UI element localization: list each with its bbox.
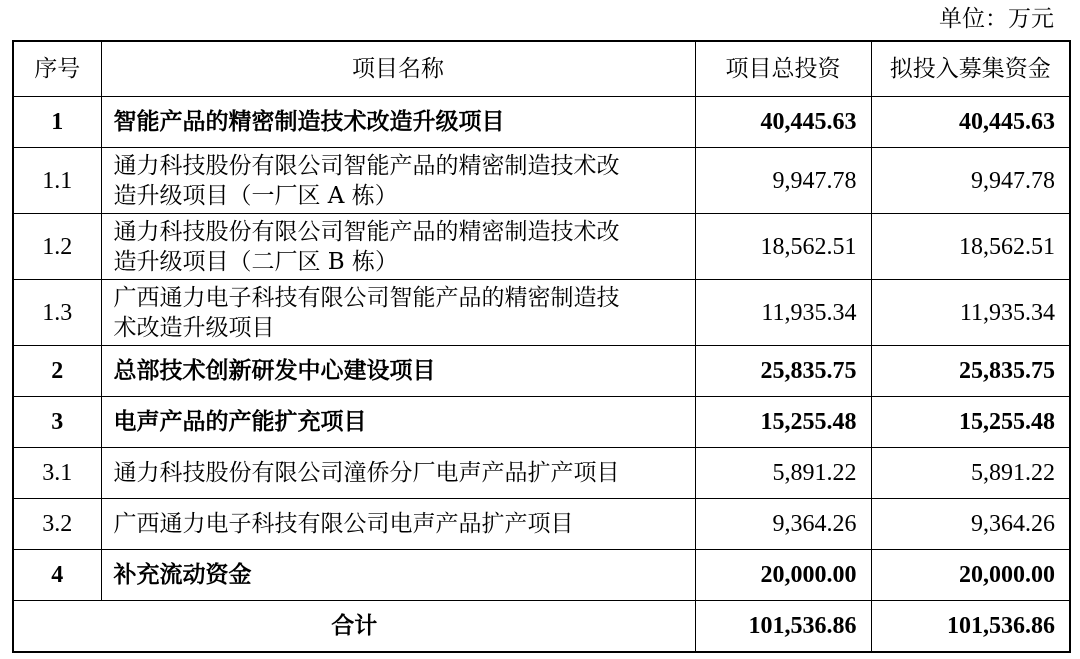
total-investment: 11,935.34 <box>695 280 871 346</box>
project-name-line: 广西通力电子科技有限公司智能产品的精密制造技 <box>113 284 620 311</box>
table-row <box>13 499 1070 550</box>
raised-funds: 5,891.22 <box>871 448 1070 499</box>
project-name <box>101 550 695 601</box>
total-investment: 18,562.51 <box>695 214 871 280</box>
project-name <box>101 346 695 397</box>
project-name <box>101 97 695 148</box>
header-total-investment: 项目总投资 <box>695 41 871 97</box>
row-number: 3 <box>13 397 101 448</box>
total-investment: 15,255.48 <box>695 397 871 448</box>
row-number: 1.3 <box>13 280 101 346</box>
project-name <box>101 148 695 214</box>
header-name: 项目名称 <box>101 41 695 97</box>
project-name-line: 造升级项目（一厂区 A 栋） <box>113 182 398 209</box>
row-number: 4 <box>13 550 101 601</box>
table-header-row <box>13 41 1070 97</box>
row-number: 3.1 <box>13 448 101 499</box>
row-number: 1.2 <box>13 214 101 280</box>
project-name-line: 造升级项目（二厂区 B 栋） <box>113 248 399 275</box>
header-raised-funds: 拟投入募集资金 <box>871 41 1070 97</box>
project-name-line: 通力科技股份有限公司潼侨分厂电声产品扩产项目 <box>113 460 620 486</box>
table-row <box>13 280 1070 346</box>
project-name <box>101 499 695 550</box>
table-row <box>13 97 1070 148</box>
row-number: 3.2 <box>13 499 101 550</box>
project-name-line: 总部技术创新研发中心建设项目 <box>113 357 436 384</box>
unit-label: 单位：万元 <box>939 6 1054 32</box>
raised-funds: 25,835.75 <box>871 346 1070 397</box>
project-name <box>101 214 695 280</box>
total-row <box>13 601 1070 653</box>
table-row <box>13 346 1070 397</box>
raised-funds: 18,562.51 <box>871 214 1070 280</box>
table-body <box>13 97 1070 601</box>
total-investment: 40,445.63 <box>695 97 871 148</box>
raised-funds: 15,255.48 <box>871 397 1070 448</box>
project-name-line: 通力科技股份有限公司智能产品的精密制造技术改 <box>113 218 620 245</box>
total-investment: 25,835.75 <box>695 346 871 397</box>
raised-funds-sum: 101,536.86 <box>871 601 1070 653</box>
raised-funds: 11,935.34 <box>871 280 1070 346</box>
table-row <box>13 214 1070 280</box>
header-no: 序号 <box>13 41 101 97</box>
project-name-line: 电声产品的产能扩充项目 <box>113 408 367 435</box>
row-number: 1 <box>13 97 101 148</box>
project-name <box>101 448 695 499</box>
table-row <box>13 148 1070 214</box>
total-investment: 5,891.22 <box>695 448 871 499</box>
raised-funds: 9,947.78 <box>871 148 1070 214</box>
table-row <box>13 397 1070 448</box>
table-row <box>13 550 1070 601</box>
row-number: 1.1 <box>13 148 101 214</box>
total-investment: 9,947.78 <box>695 148 871 214</box>
total-investment-sum: 101,536.86 <box>695 601 871 653</box>
total-investment: 20,000.00 <box>695 550 871 601</box>
raised-funds: 9,364.26 <box>871 499 1070 550</box>
table-row <box>13 448 1070 499</box>
project-name-line: 广西通力电子科技有限公司电声产品扩产项目 <box>113 511 574 537</box>
project-name <box>101 397 695 448</box>
total-label: 合计 <box>13 601 695 653</box>
total-investment: 9,364.26 <box>695 499 871 550</box>
project-name-line: 智能产品的精密制造技术改造升级项目 <box>113 108 505 135</box>
investment-table <box>12 40 1071 653</box>
raised-funds: 20,000.00 <box>871 550 1070 601</box>
project-name <box>101 280 695 346</box>
row-number: 2 <box>13 346 101 397</box>
project-name-line: 补充流动资金 <box>113 561 252 588</box>
project-name-line: 术改造升级项目 <box>113 314 275 341</box>
project-name-line: 通力科技股份有限公司智能产品的精密制造技术改 <box>113 152 620 179</box>
raised-funds: 40,445.63 <box>871 97 1070 148</box>
